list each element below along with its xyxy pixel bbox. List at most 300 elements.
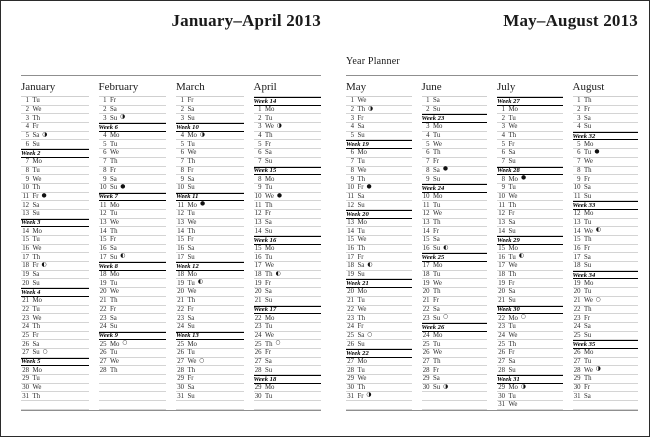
week-number-row xyxy=(254,236,322,245)
day-row xyxy=(422,349,488,358)
weekday-abbrev: Su xyxy=(110,253,118,261)
day-number: 7 xyxy=(577,158,581,166)
day-row xyxy=(176,236,244,245)
weekday-abbrev: Sa xyxy=(357,262,365,270)
weekday-abbrev: We xyxy=(508,401,518,409)
weekday-abbrev: Fr xyxy=(110,305,117,313)
weekday-abbrev: Fr xyxy=(584,106,591,114)
day-row xyxy=(573,219,639,228)
day-row xyxy=(346,323,412,332)
day-row xyxy=(346,149,412,158)
weekday-abbrev: Tu xyxy=(110,140,118,148)
weekday-abbrev: Fr xyxy=(265,140,272,148)
month-column-may xyxy=(346,80,412,410)
weekday-abbrev: Th xyxy=(357,384,366,392)
weekday-abbrev: Su xyxy=(32,140,40,148)
day-number: 2 xyxy=(350,106,354,114)
day-number: 21 xyxy=(177,297,184,305)
weekday-abbrev: Su xyxy=(187,184,195,192)
weekday-abbrev: Th xyxy=(187,158,196,166)
day-number: 19 xyxy=(573,279,581,287)
day-row xyxy=(176,279,244,288)
week-number-row xyxy=(99,123,167,132)
day-row xyxy=(176,375,244,384)
day-row xyxy=(99,140,167,149)
day-number: 15 xyxy=(498,245,505,253)
day-row xyxy=(254,114,322,123)
weekday-abbrev: Th xyxy=(508,271,517,279)
weekday-abbrev: Th xyxy=(433,357,441,365)
moon-phase-first-icon: ◐ xyxy=(41,262,47,268)
weekday-abbrev: Tu xyxy=(110,349,118,357)
day-row xyxy=(422,106,488,115)
weekday-abbrev: Th xyxy=(265,132,273,140)
day-row xyxy=(422,340,488,349)
day-number: 28 xyxy=(99,366,107,374)
day-number: 24 xyxy=(498,331,505,339)
day-number: 16 xyxy=(347,245,354,253)
day-number: 9 xyxy=(350,175,354,183)
day-row xyxy=(346,271,412,280)
day-number: 1 xyxy=(180,97,184,105)
day-number: 4 xyxy=(258,132,262,140)
day-number: 17 xyxy=(22,253,29,261)
week-number-row xyxy=(176,332,244,341)
day-row xyxy=(346,245,412,254)
weekday-abbrev: Su xyxy=(433,245,441,253)
day-number: 16 xyxy=(22,245,29,253)
month-rows xyxy=(176,96,244,410)
day-row xyxy=(346,392,412,401)
moon-phase-first-icon: ◐ xyxy=(197,279,203,286)
week-label: Week 29 xyxy=(497,236,520,244)
weekday-abbrev: Th xyxy=(584,97,592,105)
day-number: 10 xyxy=(573,184,581,192)
weekday-abbrev: Mo xyxy=(357,357,367,365)
weekday-abbrev: Mo xyxy=(357,218,367,226)
week-label: Week 28 xyxy=(497,167,520,175)
day-row xyxy=(346,366,412,375)
day-number: 14 xyxy=(422,227,430,235)
weekday-abbrev: Fr xyxy=(584,384,591,392)
weekday-abbrev: Th xyxy=(110,366,118,374)
day-row xyxy=(254,193,322,202)
weekday-abbrev: Fr xyxy=(584,245,591,253)
week-label: Week 30 xyxy=(497,306,520,314)
day-number: 5 xyxy=(180,140,184,148)
weekday-abbrev: Th xyxy=(357,175,366,183)
day-row xyxy=(21,323,89,332)
day-row xyxy=(573,253,639,262)
weekday-abbrev: Fr xyxy=(433,158,440,166)
weekday-abbrev: Tu xyxy=(433,271,441,279)
day-row xyxy=(422,332,488,341)
day-row xyxy=(497,392,563,401)
month-rows xyxy=(346,96,412,410)
day-row xyxy=(497,123,563,132)
day-number: 8 xyxy=(25,166,29,174)
day-number: 20 xyxy=(99,288,107,296)
day-row xyxy=(573,262,639,271)
weekday-abbrev: Th xyxy=(110,297,118,305)
day-row xyxy=(176,114,244,123)
weekday-abbrev: Su xyxy=(508,158,516,166)
weekday-abbrev: Fr xyxy=(433,366,440,374)
day-row xyxy=(254,201,322,210)
day-row xyxy=(346,167,412,176)
day-number: 2 xyxy=(103,106,107,114)
day-row xyxy=(497,227,563,236)
day-row xyxy=(497,297,563,306)
weekday-abbrev: We xyxy=(32,245,42,253)
weekday-abbrev: Su xyxy=(357,340,365,348)
day-number: 6 xyxy=(103,149,107,157)
day-number: 23 xyxy=(347,314,354,322)
day-number: 10 xyxy=(254,192,262,200)
blank-row xyxy=(254,401,322,410)
moon-phase-full-icon: ○ xyxy=(122,340,128,347)
weekday-abbrev: Tu xyxy=(187,349,195,357)
moon-phase-new-icon: ● xyxy=(276,192,282,199)
week-number-row xyxy=(254,375,322,384)
weekday-abbrev: We xyxy=(32,175,42,183)
day-row xyxy=(346,227,412,236)
weekday-abbrev: Tu xyxy=(265,392,273,400)
day-number: 7 xyxy=(103,158,107,166)
day-number: 14 xyxy=(347,227,354,235)
week-label: Week 7 xyxy=(98,193,118,201)
weekday-abbrev: Mo xyxy=(110,340,120,348)
day-row xyxy=(497,340,563,349)
week-label: Week 31 xyxy=(497,375,520,383)
day-number: 20 xyxy=(22,279,29,287)
day-row xyxy=(573,97,639,106)
day-row xyxy=(254,314,322,323)
day-row xyxy=(346,384,412,393)
week-number-row xyxy=(573,340,639,349)
weekday-abbrev: Sa xyxy=(32,271,40,279)
weekday-abbrev: Sa xyxy=(187,384,195,392)
week-number-row xyxy=(573,201,639,210)
day-number: 30 xyxy=(347,384,354,392)
month-column-june xyxy=(422,80,488,410)
weekday-abbrev: Fr xyxy=(32,262,39,270)
day-number: 7 xyxy=(350,158,354,166)
day-number: 30 xyxy=(177,384,184,392)
weekday-abbrev: Su xyxy=(110,184,118,192)
day-number: 9 xyxy=(577,175,581,183)
weekday-abbrev: Mo xyxy=(584,140,594,148)
weekday-abbrev: Sa xyxy=(265,149,272,157)
weekday-abbrev: Tu xyxy=(265,323,273,331)
weekday-abbrev: Tu xyxy=(187,210,195,218)
day-number: 13 xyxy=(22,210,29,218)
weekday-abbrev: Tu xyxy=(508,323,516,331)
week-number-row xyxy=(422,114,488,123)
weekday-abbrev: Tu xyxy=(32,166,40,174)
day-number: 26 xyxy=(573,349,581,357)
moon-phase-first-icon: ◐ xyxy=(518,253,524,260)
day-number: 15 xyxy=(99,236,107,244)
day-row xyxy=(21,97,89,106)
weekday-abbrev: We xyxy=(508,331,518,339)
day-number: 12 xyxy=(99,210,107,218)
day-row xyxy=(176,106,244,115)
day-number: 1 xyxy=(103,97,107,105)
weekday-abbrev: Fr xyxy=(265,349,272,357)
day-row xyxy=(346,193,412,202)
day-number: 19 xyxy=(177,279,184,287)
day-number: 27 xyxy=(99,357,107,365)
weekday-abbrev: Su xyxy=(508,227,516,235)
day-row xyxy=(254,210,322,219)
day-number: 6 xyxy=(25,140,29,148)
day-row xyxy=(254,366,322,375)
day-number: 27 xyxy=(347,357,354,365)
day-row xyxy=(21,375,89,384)
weekday-abbrev: We xyxy=(433,140,442,148)
day-row xyxy=(497,332,563,341)
day-row xyxy=(573,106,639,115)
day-number: 4 xyxy=(501,132,505,140)
day-number: 19 xyxy=(498,279,505,287)
day-number: 1 xyxy=(577,97,581,105)
day-row xyxy=(254,340,322,349)
day-row xyxy=(21,253,89,262)
day-number: 22 xyxy=(422,305,430,313)
weekday-abbrev: Fr xyxy=(508,349,515,357)
weekday-abbrev: Su xyxy=(32,279,40,287)
weekday-abbrev: Sa xyxy=(187,314,195,322)
day-number: 8 xyxy=(180,166,184,174)
day-number: 31 xyxy=(498,401,505,409)
day-number: 18 xyxy=(22,262,29,270)
weekday-abbrev: Fr xyxy=(110,236,117,244)
day-row xyxy=(21,227,89,236)
day-number: 4 xyxy=(350,123,354,131)
weekday-abbrev: Th xyxy=(265,340,273,348)
weekday-abbrev: Su xyxy=(357,271,365,279)
day-number: 7 xyxy=(501,158,505,166)
day-number: 6 xyxy=(426,149,430,157)
day-number: 29 xyxy=(347,375,354,383)
day-row xyxy=(422,167,488,176)
day-number: 12 xyxy=(254,210,262,218)
day-row xyxy=(422,297,488,306)
page-may-august xyxy=(346,1,638,436)
day-row xyxy=(21,349,89,358)
day-number: 23 xyxy=(422,314,430,322)
day-number: 13 xyxy=(254,218,262,226)
day-number: 8 xyxy=(577,166,581,174)
week-number-row xyxy=(497,236,563,245)
week-number-row xyxy=(497,167,563,176)
day-number: 21 xyxy=(99,297,107,305)
day-number: 3 xyxy=(577,114,581,122)
weekday-abbrev: We xyxy=(32,384,42,392)
day-row xyxy=(497,114,563,123)
day-number: 9 xyxy=(180,175,184,183)
weekday-abbrev: Sa xyxy=(32,340,40,348)
weekday-abbrev: Sa xyxy=(508,218,516,226)
day-row xyxy=(176,97,244,106)
weekday-abbrev: Mo xyxy=(584,279,594,287)
week-number-row xyxy=(176,262,244,271)
weekday-abbrev: Th xyxy=(433,149,441,157)
day-number: 22 xyxy=(22,305,29,313)
day-number: 14 xyxy=(99,227,107,235)
day-row xyxy=(497,201,563,210)
weekday-abbrev: We xyxy=(32,314,42,322)
day-number: 17 xyxy=(99,253,107,261)
day-number: 16 xyxy=(573,245,581,253)
day-row xyxy=(21,175,89,184)
weekday-abbrev: Fr xyxy=(110,97,117,105)
weekday-abbrev: Sa xyxy=(584,392,591,400)
weekday-abbrev: Fr xyxy=(110,166,117,174)
weekday-abbrev: We xyxy=(357,305,367,313)
moon-phase-new-icon: ● xyxy=(594,149,600,156)
day-row xyxy=(573,167,639,176)
week-number-row xyxy=(422,253,488,262)
day-row xyxy=(254,175,322,184)
day-row xyxy=(176,201,244,210)
day-row xyxy=(176,323,244,332)
day-row xyxy=(21,123,89,132)
week-label: Week 23 xyxy=(421,115,445,123)
weekday-abbrev: Mo xyxy=(32,366,42,374)
month-column-march xyxy=(176,80,244,410)
week-label: Week 26 xyxy=(421,323,445,331)
weekday-abbrev: Th xyxy=(187,366,196,374)
day-number: 30 xyxy=(254,392,262,400)
day-row xyxy=(573,114,639,123)
week-number-row xyxy=(254,167,322,176)
day-number: 22 xyxy=(254,314,262,322)
day-row xyxy=(422,262,488,271)
day-row xyxy=(346,158,412,167)
day-number: 14 xyxy=(573,227,581,235)
day-number: 21 xyxy=(573,297,581,305)
weekday-abbrev: Su xyxy=(433,384,441,392)
day-number: 27 xyxy=(22,349,29,357)
weekday-abbrev: Su xyxy=(110,323,118,331)
week-label: Week 5 xyxy=(21,358,41,366)
weekday-abbrev: Th xyxy=(584,375,592,383)
day-number: 26 xyxy=(177,349,184,357)
day-number: 29 xyxy=(573,375,581,383)
week-number-row xyxy=(497,306,563,315)
day-number: 10 xyxy=(99,184,107,192)
weekday-abbrev: Sa xyxy=(433,375,440,383)
day-number: 20 xyxy=(347,288,354,296)
day-row xyxy=(497,349,563,358)
week-number-row xyxy=(573,132,639,141)
weekday-abbrev: Sa xyxy=(433,236,440,244)
day-row xyxy=(99,340,167,349)
week-label: Week 35 xyxy=(572,341,596,349)
day-row xyxy=(254,323,322,332)
weekday-abbrev: Tu xyxy=(110,210,118,218)
weekday-abbrev: Tu xyxy=(357,297,365,305)
weekday-abbrev: Th xyxy=(357,245,366,253)
blank-row xyxy=(422,392,488,401)
day-row xyxy=(422,384,488,393)
weekday-abbrev: Sa xyxy=(187,106,195,114)
moon-phase-last-icon: ◑ xyxy=(595,366,601,373)
day-number: 17 xyxy=(347,253,354,261)
day-number: 24 xyxy=(347,323,354,331)
day-row xyxy=(21,184,89,193)
day-number: 12 xyxy=(347,201,354,209)
day-row xyxy=(497,149,563,158)
weekday-abbrev: Th xyxy=(433,288,441,296)
weekday-abbrev: Th xyxy=(110,158,118,166)
weekday-abbrev: Su xyxy=(508,366,516,374)
day-number: 7 xyxy=(258,158,262,166)
day-row xyxy=(99,184,167,193)
day-number: 12 xyxy=(177,210,184,218)
day-number: 21 xyxy=(347,297,354,305)
day-row xyxy=(21,106,89,115)
day-row xyxy=(422,375,488,384)
day-number: 1 xyxy=(501,106,505,114)
weekday-abbrev: Su xyxy=(265,227,273,235)
day-row xyxy=(422,140,488,149)
weekday-abbrev: We xyxy=(32,106,42,114)
day-row xyxy=(346,358,412,367)
day-number: 26 xyxy=(254,349,262,357)
day-row xyxy=(497,401,563,410)
day-row xyxy=(422,219,488,228)
day-number: 29 xyxy=(254,384,262,392)
day-number: 27 xyxy=(573,357,581,365)
day-row xyxy=(99,358,167,367)
day-row xyxy=(497,314,563,323)
day-number: 13 xyxy=(177,218,184,226)
weekday-abbrev: Mo xyxy=(508,384,518,392)
day-number: 23 xyxy=(99,314,107,322)
day-number: 22 xyxy=(347,305,354,313)
weekday-abbrev: Sa xyxy=(110,106,117,114)
weekday-abbrev: We xyxy=(508,262,518,270)
day-row xyxy=(346,236,412,245)
blank-row xyxy=(176,401,244,410)
year-planner-label: Year Planner xyxy=(346,56,400,67)
weekday-abbrev: Fr xyxy=(508,210,515,218)
day-row xyxy=(346,262,412,271)
week-label: Week 3 xyxy=(21,219,41,227)
weekday-abbrev: Th xyxy=(32,392,41,400)
day-row xyxy=(422,288,488,297)
day-number: 24 xyxy=(254,331,262,339)
day-row xyxy=(254,384,322,393)
day-row xyxy=(497,193,563,202)
day-row xyxy=(21,132,89,141)
day-row xyxy=(21,262,89,271)
day-number: 17 xyxy=(254,262,262,270)
day-row xyxy=(254,106,322,115)
day-row xyxy=(497,132,563,141)
month-grid xyxy=(21,75,321,411)
moon-phase-first-icon: ◐ xyxy=(443,244,449,251)
weekday-abbrev: Fr xyxy=(357,392,364,400)
day-number: 17 xyxy=(422,262,430,270)
weekday-abbrev: Th xyxy=(32,184,41,192)
day-number: 22 xyxy=(498,314,505,322)
weekday-abbrev: We xyxy=(187,288,197,296)
day-number: 18 xyxy=(99,271,107,279)
